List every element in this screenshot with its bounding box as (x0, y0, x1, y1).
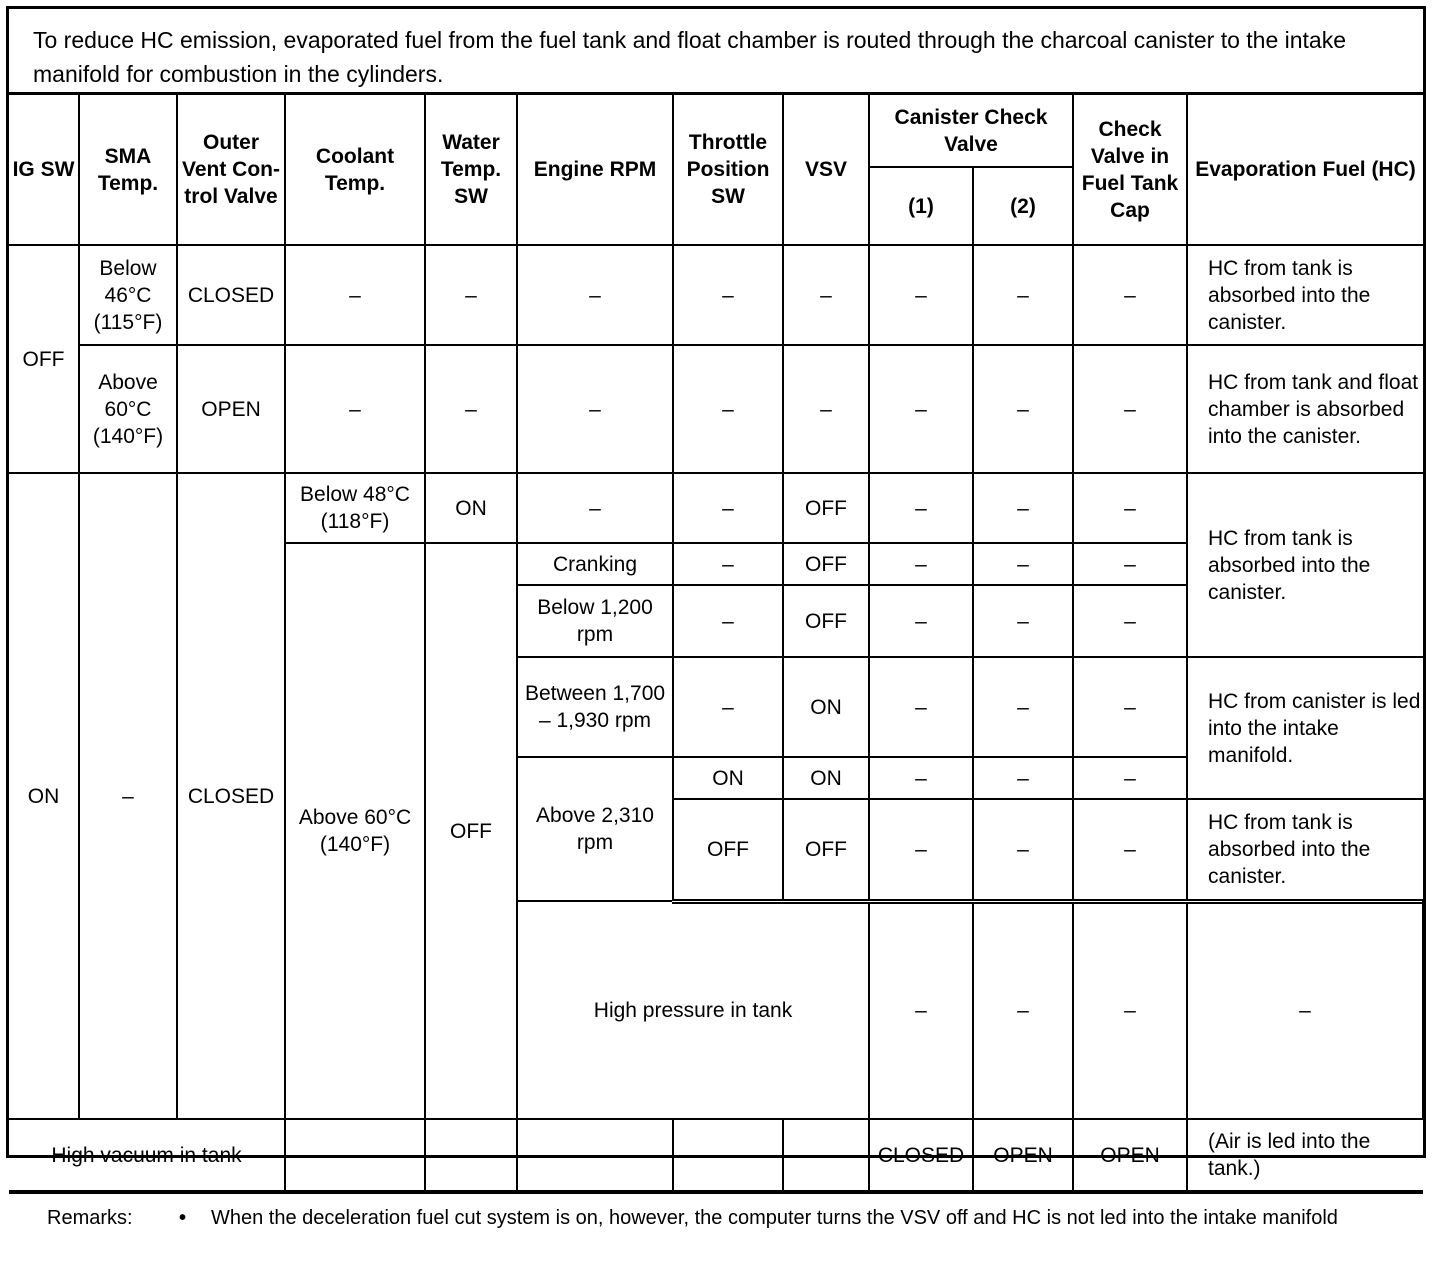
cell-dash: – (869, 245, 973, 345)
cell-dash: – (869, 585, 973, 657)
desc-tank-absorbed-on: HC from tank is absorbed into the canister. (1187, 473, 1423, 657)
cell-dash: – (673, 245, 783, 345)
header-ig-sw: IG SW (9, 95, 79, 245)
cell-rpm-between: Between 1,700 – 1,930 rpm (517, 657, 673, 757)
cell-high-pressure: High pressure in tank (517, 901, 869, 1119)
cell-dash: – (783, 245, 869, 345)
cell-sma-dash: – (79, 473, 177, 1119)
cell-dash: – (869, 345, 973, 473)
cell-dash: – (425, 1119, 517, 1191)
cell-vent-closed-on: CLOSED (177, 473, 285, 1119)
cell-dash: – (285, 345, 425, 473)
cell-vsv-off: OFF (783, 473, 869, 543)
cell-dash: – (673, 543, 783, 585)
header-vsv: VSV (783, 95, 869, 245)
cell-dash: – (1073, 799, 1187, 901)
cell-dash: – (973, 901, 1073, 1119)
cell-dash: – (973, 345, 1073, 473)
cell-coolant-above-60: Above 60°C (140°F) (285, 543, 425, 1119)
cell-high-vacuum: High vacuum in tank (9, 1119, 285, 1191)
cell-dash: – (1073, 585, 1187, 657)
cell-dash: – (517, 345, 673, 473)
cell-dash: – (285, 245, 425, 345)
remarks-text: When the deceleration fuel cut system is on, however, the computer turns the VSV off and HC is not led into the intake manifold (211, 1207, 1338, 1229)
header-canister-check: Canister Check Valve (869, 95, 1073, 167)
cell-canister1-closed: CLOSED (869, 1119, 973, 1191)
cell-dash: – (973, 473, 1073, 543)
cell-rpm-cranking: Cranking (517, 543, 673, 585)
cell-dash: – (869, 799, 973, 901)
cell-dash: – (973, 657, 1073, 757)
cell-dash: – (673, 345, 783, 473)
evap-control-table-sheet (6, 6, 1426, 1229)
cell-dash: – (673, 585, 783, 657)
cell-rpm-below-1200: Below 1,200 rpm (517, 585, 673, 657)
cell-canister2-open: OPEN (973, 1119, 1073, 1191)
header-throttle-sw: Throttle Position SW (673, 95, 783, 245)
intro-paragraph: To reduce HC emission, evaporated fuel from the fuel tank and float chamber is routed through the charcoal canister to the intake manifold for combustion in the cylinders. (9, 9, 1423, 95)
desc-tank-float-absorbed: HC from tank and float chamber is absorbed into the canister. (1187, 345, 1423, 473)
header-sma-temp: SMA Temp. (79, 95, 177, 245)
cell-dash: – (517, 1119, 673, 1191)
cell-ig-on: ON (9, 473, 79, 1119)
header-canister-1: (1) (869, 167, 973, 245)
cell-dash: – (285, 1119, 425, 1191)
cell-dash: – (973, 757, 1073, 799)
cell-coolant-below-48: Below 48°C (118°F) (285, 473, 425, 543)
cell-throttle-on: ON (673, 757, 783, 799)
remarks (9, 1192, 1423, 1266)
cell-dash: – (1073, 657, 1187, 757)
cell-dash: – (973, 585, 1073, 657)
cell-dash: – (1187, 901, 1423, 1119)
cell-dash: – (1073, 473, 1187, 543)
cell-dash: – (869, 901, 973, 1119)
header-canister-2: (2) (973, 167, 1073, 245)
cell-vsv-on: ON (783, 757, 869, 799)
header-outer-vent: Outer Vent Con- trol Valve (177, 95, 285, 245)
cell-dash: – (1073, 245, 1187, 345)
header-check-valve-cap: Check Valve in Fuel Tank Cap (1073, 95, 1187, 245)
cell-dash: – (973, 543, 1073, 585)
cell-vsv-on: ON (783, 657, 869, 757)
cell-vsv-off: OFF (783, 799, 869, 901)
cell-dash: – (1073, 543, 1187, 585)
cell-vsv-off: OFF (783, 585, 869, 657)
cell-dash: – (869, 657, 973, 757)
cell-dash: – (673, 473, 783, 543)
cell-dash: – (1073, 345, 1187, 473)
cell-vent-closed: CLOSED (177, 245, 285, 345)
remarks-label: Remarks: (47, 1207, 133, 1229)
cell-dash: – (425, 245, 517, 345)
desc-tank-absorbed: HC from tank is absorbed into the canister. (1187, 245, 1423, 345)
header-coolant-temp: Coolant Temp. (285, 95, 425, 245)
header-engine-rpm: Engine RPM (517, 95, 673, 245)
cell-dash: – (673, 1119, 783, 1191)
cell-cap-open: OPEN (1073, 1119, 1187, 1191)
cell-water-on: ON (425, 473, 517, 543)
cell-dash: – (1073, 757, 1187, 799)
cell-ig-off: OFF (9, 245, 79, 473)
cell-sma-below-46: Below 46°C (115°F) (79, 245, 177, 345)
cell-dash: – (517, 245, 673, 345)
cell-rpm-above-2310: Above 2,310 rpm (517, 757, 673, 901)
evap-table (9, 95, 1423, 1192)
cell-dash: – (517, 473, 673, 543)
desc-canister-led: HC from canister is led into the intake manifold. (1187, 657, 1423, 799)
cell-dash: – (673, 657, 783, 757)
cell-dash: – (783, 345, 869, 473)
cell-dash: – (869, 473, 973, 543)
cell-dash: – (973, 245, 1073, 345)
cell-dash: – (425, 345, 517, 473)
cell-sma-above-60: Above 60°C (140°F) (79, 345, 177, 473)
cell-dash: – (783, 1119, 869, 1191)
cell-dash: – (1073, 901, 1187, 1119)
cell-dash: – (973, 799, 1073, 901)
cell-dash: – (869, 543, 973, 585)
remarks-bullet: • (179, 1207, 187, 1229)
desc-tank-absorbed-high-rpm: HC from tank is absorbed into the canister. (1187, 799, 1423, 901)
cell-vsv-off: OFF (783, 543, 869, 585)
cell-throttle-off: OFF (673, 799, 783, 901)
cell-vent-open: OPEN (177, 345, 285, 473)
header-evap-fuel: Evaporation Fuel (HC) (1187, 95, 1423, 245)
desc-air-led: (Air is led into the tank.) (1187, 1119, 1423, 1191)
cell-water-off: OFF (425, 543, 517, 1119)
header-water-temp-sw: Water Temp. SW (425, 95, 517, 245)
cell-dash: – (869, 757, 973, 799)
